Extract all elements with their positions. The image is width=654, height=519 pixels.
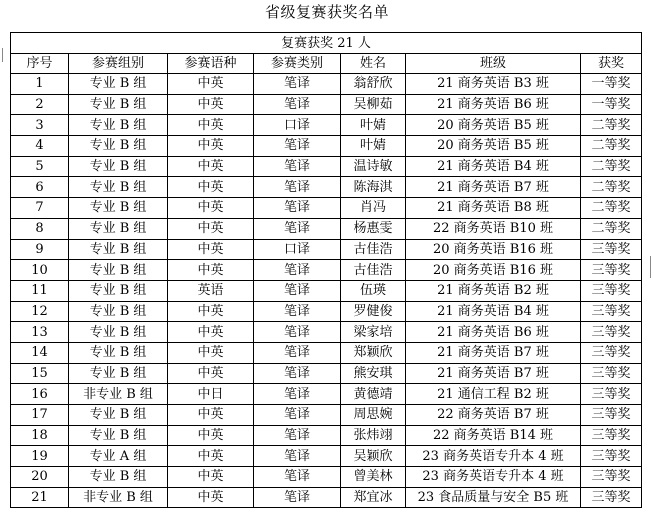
cell-group: 专业 B 组	[69, 115, 168, 136]
cell-index: 21	[11, 487, 69, 508]
cell-language: 中英	[168, 322, 254, 343]
cell-class: 23 商务英语专升本 4 班	[406, 467, 581, 488]
caption-row	[11, 33, 642, 54]
cell-group: 专业 B 组	[69, 322, 168, 343]
table-row	[11, 280, 642, 301]
cell-award: 二等奖	[581, 218, 642, 239]
cell-award: 三等奖	[581, 405, 642, 426]
table-row	[11, 218, 642, 239]
cell-language: 中英	[168, 218, 254, 239]
table-row	[11, 322, 642, 343]
cell-category: 笔译	[254, 363, 341, 384]
cell-name: 熊安琪	[341, 363, 406, 384]
cell-class: 20 商务英语 B5 班	[406, 136, 581, 157]
cell-category: 笔译	[254, 74, 341, 95]
header-cell-index: 序号	[11, 54, 69, 74]
cell-award: 三等奖	[581, 446, 642, 467]
cell-category: 笔译	[254, 218, 341, 239]
cell-group: 专业 B 组	[69, 94, 168, 115]
cell-class: 22 商务英语 B14 班	[406, 425, 581, 446]
cell-language: 中英	[168, 467, 254, 488]
cell-group: 专业 B 组	[69, 405, 168, 426]
cell-award: 三等奖	[581, 260, 642, 281]
cell-class: 21 商务英语 B7 班	[406, 177, 581, 198]
cell-class: 21 商务英语 B7 班	[406, 342, 581, 363]
cell-index: 6	[11, 177, 69, 198]
header-cell-group: 参赛组别	[69, 54, 168, 74]
cell-index: 3	[11, 115, 69, 136]
cell-category: 口译	[254, 115, 341, 136]
cell-language: 中英	[168, 177, 254, 198]
cell-index: 18	[11, 425, 69, 446]
page-edge-marker-left	[2, 48, 3, 62]
cell-name: 吴柳茹	[341, 94, 406, 115]
cell-name: 伍瑛	[341, 280, 406, 301]
cell-class: 21 商务英语 B4 班	[406, 301, 581, 322]
cell-index: 10	[11, 260, 69, 281]
cell-category: 笔译	[254, 467, 341, 488]
cell-index: 20	[11, 467, 69, 488]
cell-language: 中英	[168, 239, 254, 260]
cell-class: 21 商务英语 B8 班	[406, 198, 581, 219]
header-cell-language: 参赛语种	[168, 54, 254, 74]
cell-group: 专业 B 组	[69, 198, 168, 219]
cell-index: 12	[11, 301, 69, 322]
cell-category: 笔译	[254, 487, 341, 508]
cell-group: 非专业 B 组	[69, 487, 168, 508]
cell-index: 5	[11, 156, 69, 177]
table-row	[11, 384, 642, 405]
awards-table-body	[11, 33, 642, 508]
cell-name: 郑颖欣	[341, 342, 406, 363]
cell-category: 笔译	[254, 342, 341, 363]
table-row	[11, 239, 642, 260]
cell-award: 二等奖	[581, 177, 642, 198]
cell-name: 黄德靖	[341, 384, 406, 405]
cell-class: 20 商务英语 B16 班	[406, 260, 581, 281]
cell-group: 专业 B 组	[69, 156, 168, 177]
cell-category: 笔译	[254, 94, 341, 115]
cell-language: 中英	[168, 446, 254, 467]
cell-group: 专业 B 组	[69, 74, 168, 95]
cell-index: 19	[11, 446, 69, 467]
cell-class: 20 商务英语 B5 班	[406, 115, 581, 136]
cell-category: 笔译	[254, 322, 341, 343]
table-caption: 复赛获奖 21 人	[11, 33, 642, 54]
cell-class: 21 通信工程 B2 班	[406, 384, 581, 405]
cell-language: 中英	[168, 74, 254, 95]
header-cell-category: 参赛类别	[254, 54, 341, 74]
cell-index: 16	[11, 384, 69, 405]
cell-name: 曾美林	[341, 467, 406, 488]
cell-class: 22 商务英语 B7 班	[406, 405, 581, 426]
cell-category: 笔译	[254, 384, 341, 405]
cell-group: 专业 B 组	[69, 467, 168, 488]
cell-name: 吴颖欣	[341, 446, 406, 467]
cell-category: 笔译	[254, 301, 341, 322]
cell-name: 叶婧	[341, 136, 406, 157]
table-row	[11, 156, 642, 177]
table-row	[11, 260, 642, 281]
cell-award: 三等奖	[581, 322, 642, 343]
table-row	[11, 198, 642, 219]
cell-award: 三等奖	[581, 301, 642, 322]
cell-name: 郑宜冰	[341, 487, 406, 508]
cell-name: 梁家培	[341, 322, 406, 343]
cell-index: 13	[11, 322, 69, 343]
cell-award: 一等奖	[581, 74, 642, 95]
cell-group: 非专业 B 组	[69, 384, 168, 405]
cell-category: 笔译	[254, 177, 341, 198]
header-cell-class: 班级	[406, 54, 581, 74]
table-row	[11, 342, 642, 363]
cell-award: 三等奖	[581, 239, 642, 260]
cell-language: 中英	[168, 136, 254, 157]
cell-class: 21 商务英语 B2 班	[406, 280, 581, 301]
table-row	[11, 74, 642, 95]
cell-award: 三等奖	[581, 363, 642, 384]
cell-class: 22 商务英语 B10 班	[406, 218, 581, 239]
table-row	[11, 115, 642, 136]
cell-award: 三等奖	[581, 487, 642, 508]
cell-category: 笔译	[254, 260, 341, 281]
cell-category: 笔译	[254, 280, 341, 301]
cell-index: 17	[11, 405, 69, 426]
header-row	[11, 54, 642, 74]
cell-category: 笔译	[254, 446, 341, 467]
cell-index: 7	[11, 198, 69, 219]
cell-group: 专业 B 组	[69, 363, 168, 384]
cell-award: 三等奖	[581, 467, 642, 488]
cell-class: 20 商务英语 B16 班	[406, 239, 581, 260]
cell-class: 23 商务英语专升本 4 班	[406, 446, 581, 467]
table-row	[11, 94, 642, 115]
cell-index: 2	[11, 94, 69, 115]
cell-language: 中英	[168, 405, 254, 426]
cell-index: 9	[11, 239, 69, 260]
cell-index: 15	[11, 363, 69, 384]
cell-language: 中英	[168, 301, 254, 322]
cell-name: 古佳浩	[341, 260, 406, 281]
cell-index: 11	[11, 280, 69, 301]
cell-language: 中英	[168, 487, 254, 508]
table-row	[11, 301, 642, 322]
cell-award: 三等奖	[581, 280, 642, 301]
table-row	[11, 487, 642, 508]
cell-class: 21 商务英语 B6 班	[406, 94, 581, 115]
cell-name: 叶婧	[341, 115, 406, 136]
cell-class: 21 商务英语 B4 班	[406, 156, 581, 177]
cell-category: 笔译	[254, 425, 341, 446]
cell-award: 二等奖	[581, 115, 642, 136]
cell-language: 中英	[168, 260, 254, 281]
cell-award: 三等奖	[581, 384, 642, 405]
table-row	[11, 177, 642, 198]
cell-award: 二等奖	[581, 156, 642, 177]
cell-name: 温诗敏	[341, 156, 406, 177]
cell-index: 8	[11, 218, 69, 239]
cell-class: 21 商务英语 B7 班	[406, 363, 581, 384]
cell-language: 中英	[168, 363, 254, 384]
table-row	[11, 405, 642, 426]
cell-group: 专业 B 组	[69, 136, 168, 157]
awards-table	[10, 32, 642, 508]
cell-name: 古佳浩	[341, 239, 406, 260]
cell-group: 专业 B 组	[69, 342, 168, 363]
cell-group: 专业 B 组	[69, 218, 168, 239]
cell-language: 中英	[168, 425, 254, 446]
table-row	[11, 363, 642, 384]
table-row	[11, 467, 642, 488]
cell-category: 笔译	[254, 156, 341, 177]
cell-category: 笔译	[254, 198, 341, 219]
cell-name: 张炜翊	[341, 425, 406, 446]
page-edge-marker-right	[650, 256, 651, 278]
cell-index: 1	[11, 74, 69, 95]
header-cell-award: 获奖	[581, 54, 642, 74]
cell-group: 专业 B 组	[69, 301, 168, 322]
cell-award: 三等奖	[581, 425, 642, 446]
cell-category: 口译	[254, 239, 341, 260]
cell-name: 翁舒欣	[341, 74, 406, 95]
cell-group: 专业 B 组	[69, 260, 168, 281]
cell-group: 专业 A 组	[69, 446, 168, 467]
table-row	[11, 136, 642, 157]
cell-language: 英语	[168, 280, 254, 301]
cell-index: 14	[11, 342, 69, 363]
cell-award: 三等奖	[581, 342, 642, 363]
cell-class: 21 商务英语 B3 班	[406, 74, 581, 95]
cell-group: 专业 B 组	[69, 280, 168, 301]
cell-class: 23 食品质量与安全 B5 班	[406, 487, 581, 508]
table-row	[11, 446, 642, 467]
cell-language: 中英	[168, 198, 254, 219]
cell-category: 笔译	[254, 136, 341, 157]
cell-name: 肖冯	[341, 198, 406, 219]
cell-language: 中英	[168, 115, 254, 136]
cell-language: 中英	[168, 342, 254, 363]
page-title: 省级复赛获奖名单	[264, 3, 389, 21]
cell-language: 中英	[168, 94, 254, 115]
cell-group: 专业 B 组	[69, 239, 168, 260]
cell-group: 专业 B 组	[69, 425, 168, 446]
cell-category: 笔译	[254, 405, 341, 426]
cell-name: 罗健俊	[341, 301, 406, 322]
cell-name: 周思婉	[341, 405, 406, 426]
cell-award: 二等奖	[581, 136, 642, 157]
cell-class: 21 商务英语 B6 班	[406, 322, 581, 343]
cell-name: 杨惠雯	[341, 218, 406, 239]
cell-language: 中英	[168, 156, 254, 177]
header-cell-name: 姓名	[341, 54, 406, 74]
cell-group: 专业 B 组	[69, 177, 168, 198]
cell-award: 一等奖	[581, 94, 642, 115]
cell-name: 陈海淇	[341, 177, 406, 198]
table-row	[11, 425, 642, 446]
cell-award: 二等奖	[581, 198, 642, 219]
cell-language: 中日	[168, 384, 254, 405]
cell-index: 4	[11, 136, 69, 157]
